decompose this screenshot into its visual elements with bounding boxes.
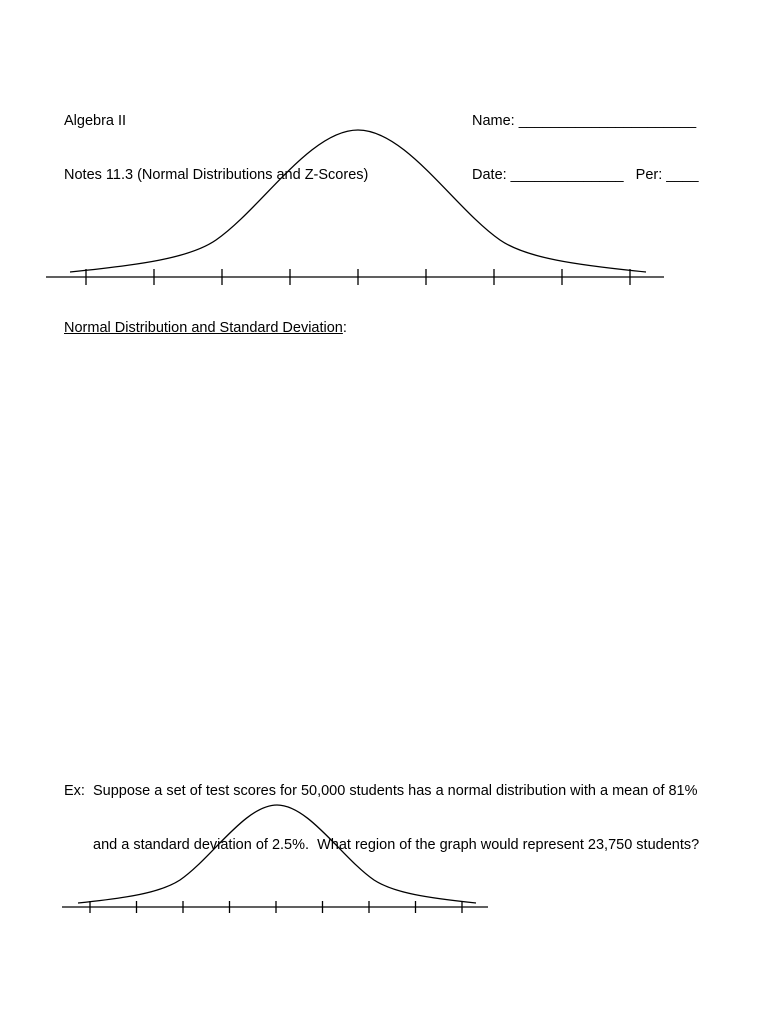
section-heading-colon: : <box>342 320 347 336</box>
example-problem <box>64 746 699 872</box>
section-heading-text: Normal Distribution and Standard Deviation <box>64 320 343 336</box>
course-name: Algebra II <box>64 113 127 129</box>
example-line-1: Ex: Suppose a set of test scores for 50,000 students has a normal distribution with a mean of 81% <box>64 783 698 799</box>
date-per-line: Date: ______________ Per: ____ <box>472 167 699 183</box>
name-line: Name: ______________________ <box>472 113 697 129</box>
section-heading <box>64 319 347 337</box>
notes-title: Notes 11.3 (Normal Distributions and Z-Scores) <box>64 167 369 183</box>
example-line-2: and a standard deviation of 2.5%. What region of the graph would represent 23,750 students? <box>93 837 700 853</box>
bell-curve-top <box>70 130 646 272</box>
normal-curve-top <box>46 130 664 285</box>
